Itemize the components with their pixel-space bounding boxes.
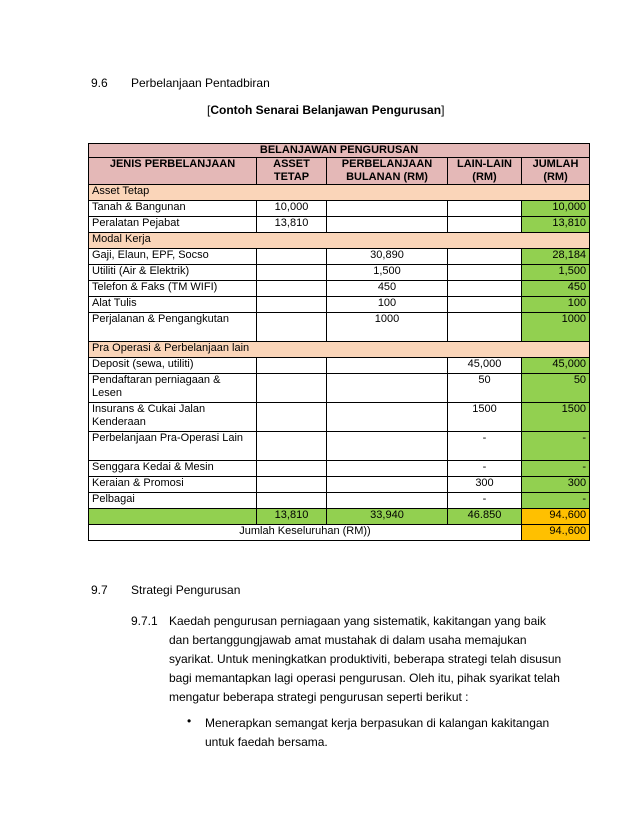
table-row: [89, 281, 590, 297]
cell-asset: [257, 297, 327, 313]
cell-jumlah: 13,810: [522, 217, 590, 233]
cell-asset: [257, 432, 327, 461]
category-row: [89, 233, 590, 249]
bullet-line: Menerapkan semangat kerja berpasukan di kalangan kakitangan: [205, 716, 550, 730]
table-row: [89, 432, 590, 461]
cell-bulanan: 30,890: [327, 249, 448, 265]
cell-jumlah: 45,000: [522, 358, 590, 374]
cell-item: Telefon & Faks (TM WIFI): [89, 281, 257, 297]
subsection-number-9-7-1: 9.7.1: [131, 614, 158, 628]
cell-asset: [257, 281, 327, 297]
paragraph-line: dan bertanggungjawab amat mustahak di dalam usaha memajukan: [169, 633, 527, 647]
cell-lain: [448, 217, 522, 233]
grand-total-value: 94.,600: [522, 525, 590, 541]
grand-total-row: [89, 525, 590, 541]
caption-close-bracket: ]: [441, 103, 445, 117]
cell-lain: -: [448, 432, 522, 461]
category-asset-tetap: Asset Tetap: [89, 185, 590, 201]
bullet-line: untuk faedah bersama.: [205, 735, 328, 749]
total-asset: 13,810: [257, 509, 327, 525]
category-row: [89, 342, 590, 358]
cell-lain: [448, 201, 522, 217]
section-number-9-6: 9.6: [91, 76, 108, 90]
cell-jumlah: -: [522, 461, 590, 477]
cell-item: Insurans & Cukai Jalan Kenderaan: [89, 403, 257, 432]
cell-bulanan: 450: [327, 281, 448, 297]
cell-bulanan: [327, 477, 448, 493]
cell-item: Tanah & Bangunan: [89, 201, 257, 217]
header-perbelanjaan-bulanan: PERBELANJAAN BULANAN (RM): [327, 158, 448, 185]
cell-jumlah: 10,000: [522, 201, 590, 217]
table-row: [89, 297, 590, 313]
cell-lain: [448, 313, 522, 342]
cell-bulanan: [327, 403, 448, 432]
budget-table: [88, 143, 590, 541]
cell-bulanan: [327, 461, 448, 477]
cell-asset: [257, 313, 327, 342]
section-title-9-7: Strategi Pengurusan: [131, 583, 241, 597]
table-row: [89, 477, 590, 493]
cell-asset: [257, 358, 327, 374]
cell-asset: [257, 477, 327, 493]
cell-asset: [257, 403, 327, 432]
cell-jumlah: 28,184: [522, 249, 590, 265]
total-bulanan: 33,940: [327, 509, 448, 525]
cell-jumlah: -: [522, 493, 590, 509]
header-jumlah: JUMLAH (RM): [522, 158, 590, 185]
cell-jumlah: 1500: [522, 403, 590, 432]
cell-asset: [257, 374, 327, 403]
table-row: [89, 374, 590, 403]
cell-item: Pendaftaran perniagaan & Lesen: [89, 374, 257, 403]
cell-bulanan: 1,500: [327, 265, 448, 281]
cell-bulanan: [327, 374, 448, 403]
cell-bulanan: [327, 358, 448, 374]
cell-item: Senggara Kedai & Mesin: [89, 461, 257, 477]
bullet-icon: •: [187, 714, 192, 728]
cell-item: Utiliti (Air & Elektrik): [89, 265, 257, 281]
paragraph-line: mengatur beberapa strategi pengurusan seperti berikut :: [169, 690, 469, 704]
cell-bulanan: 100: [327, 297, 448, 313]
cell-lain: [448, 281, 522, 297]
table-row: [89, 358, 590, 374]
table-row: [89, 403, 590, 432]
cell-lain: [448, 265, 522, 281]
table-row: [89, 249, 590, 265]
cell-asset: [257, 265, 327, 281]
header-asset-tetap: ASSET TETAP: [257, 158, 327, 185]
cell-lain: 1500: [448, 403, 522, 432]
table-title: BELANJAWAN PENGURUSAN: [89, 144, 590, 158]
cell-bulanan: [327, 493, 448, 509]
totals-blank-cell: [89, 509, 257, 525]
table-row: [89, 217, 590, 233]
table-caption: [207, 103, 444, 117]
cell-item: Gaji, Elaun, EPF, Socso: [89, 249, 257, 265]
cell-jumlah: 300: [522, 477, 590, 493]
section-title-9-6: Perbelanjaan Pentadbiran: [131, 76, 270, 90]
table-row: [89, 265, 590, 281]
cell-item: Deposit (sewa, utiliti): [89, 358, 257, 374]
table-row: [89, 493, 590, 509]
cell-asset: [257, 249, 327, 265]
cell-jumlah: 1,500: [522, 265, 590, 281]
cell-bulanan: [327, 217, 448, 233]
cell-asset: 13,810: [257, 217, 327, 233]
paragraph-line: syarikat. Untuk meningkatkan produktiviti, beberapa strategi telah disusun: [169, 652, 562, 666]
subsection-paragraph: [169, 612, 599, 707]
table-row: [89, 461, 590, 477]
cell-item: Perjalanan & Pengangkutan: [89, 313, 257, 342]
caption-open-bracket: [: [207, 103, 211, 117]
cell-lain: [448, 297, 522, 313]
caption-text: Contoh Senarai Belanjawan Pengurusan: [210, 103, 442, 117]
cell-lain: 300: [448, 477, 522, 493]
category-modal-kerja: Modal Kerja: [89, 233, 590, 249]
cell-jumlah: 450: [522, 281, 590, 297]
cell-bulanan: 1000: [327, 313, 448, 342]
paragraph-line: Kaedah pengurusan perniagaan yang sistematik, kakitangan yang baik: [169, 614, 546, 628]
cell-jumlah: -: [522, 432, 590, 461]
totals-row: [89, 509, 590, 525]
cell-lain: -: [448, 461, 522, 477]
total-jumlah: 94.,600: [522, 509, 590, 525]
cell-jumlah: 50: [522, 374, 590, 403]
cell-lain: -: [448, 493, 522, 509]
category-pra-operasi: Pra Operasi & Perbelanjaan lain: [89, 342, 590, 358]
cell-item: Keraian & Promosi: [89, 477, 257, 493]
cell-asset: 10,000: [257, 201, 327, 217]
section-number-9-7: 9.7: [91, 583, 108, 597]
cell-item: Perbelanjaan Pra-Operasi Lain: [89, 432, 257, 461]
table-header-row: [89, 158, 590, 185]
cell-jumlah: 100: [522, 297, 590, 313]
cell-jumlah: 1000: [522, 313, 590, 342]
table-title-row: [89, 144, 590, 158]
grand-total-label: Jumlah Keseluruhan (RM)): [89, 525, 522, 541]
cell-item: Alat Tulis: [89, 297, 257, 313]
table-row: [89, 313, 590, 342]
cell-lain: [448, 249, 522, 265]
bullet-item: [205, 714, 595, 752]
cell-lain: 50: [448, 374, 522, 403]
cell-bulanan: [327, 432, 448, 461]
table-row: [89, 201, 590, 217]
category-row: [89, 185, 590, 201]
header-jenis: JENIS PERBELANJAAN: [89, 158, 257, 185]
cell-bulanan: [327, 201, 448, 217]
cell-asset: [257, 493, 327, 509]
total-lain: 46.850: [448, 509, 522, 525]
cell-item: Peralatan Pejabat: [89, 217, 257, 233]
paragraph-line: bagi memantapkan lagi operasi pengurusan. Oleh itu, pihak syarikat telah: [169, 671, 560, 685]
cell-lain: 45,000: [448, 358, 522, 374]
cell-item: Pelbagai: [89, 493, 257, 509]
cell-asset: [257, 461, 327, 477]
header-lain-lain: LAIN-LAIN (RM): [448, 158, 522, 185]
